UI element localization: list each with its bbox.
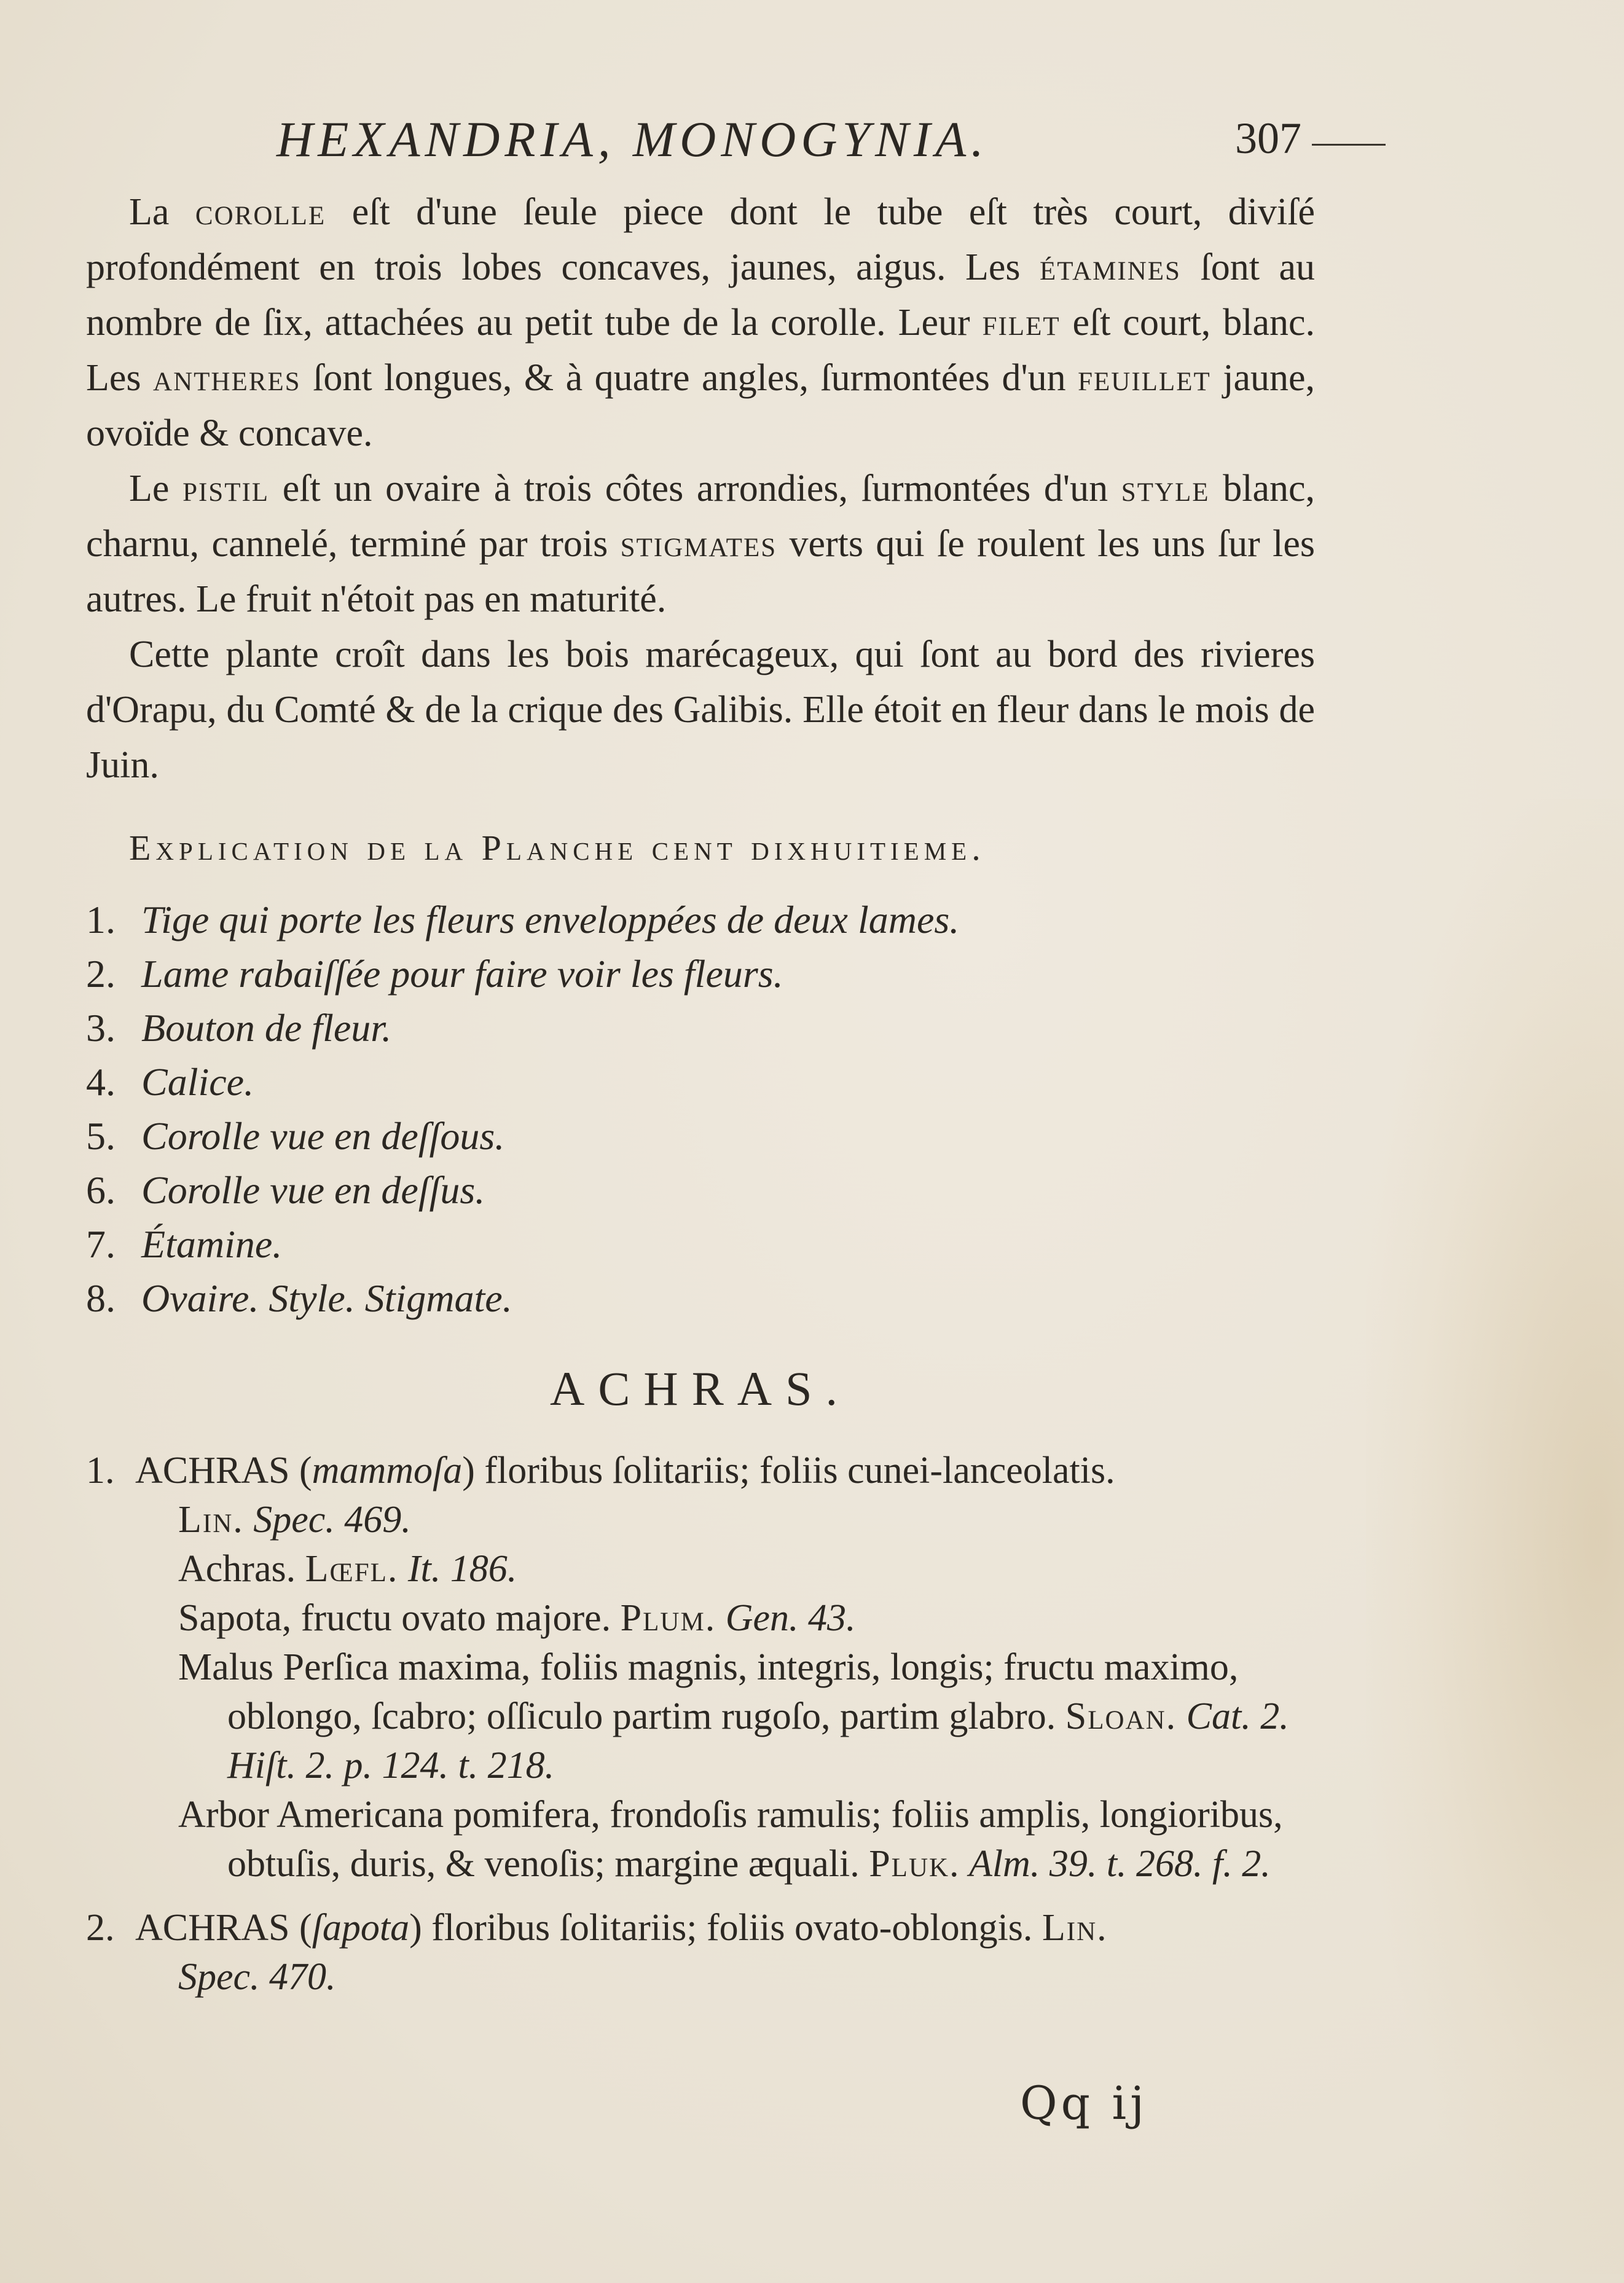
list-item: 8. Ovaire. Style. Stigmate. (86, 1276, 512, 1320)
list-item: 4. Calice. (86, 1060, 254, 1104)
paragraph-corolle: La corolle eſt d'une ſeule piece dont le tube eſt très court, diviſé profondément en trois lobes concaves, jaunes, aigus. Les étamines ſont au nombre de ſix, attachées au petit tube de la corolle. Leur filet eſt court, blanc. Les antheres ſont longues, & à quatre angles, ſurmontées d'un feuillet jaune, ovoïde & concave. (86, 191, 1316, 454)
synonym: Sapota, fructu ovato majore. Plum. Gen. 43. (178, 1597, 856, 1639)
synonym: Achras. Lœfl. It. 186. (178, 1548, 517, 1590)
spacer (86, 1888, 1315, 1903)
page-number: 307 (1235, 114, 1301, 163)
species-entry-1 (86, 1446, 1315, 1888)
paragraph-habitat: Cette plante croît dans les bois marécageux, qui ſont au bord des rivieres d'Orapu, du Comté & de la crique des Galibis. Elle étoit en fleur dans le mois de Juin. (86, 634, 1315, 786)
list-item: 5. Corolle vue en deſſous. (86, 1114, 505, 1158)
plate-heading: Explication de la Planche cent dixhuitieme. (129, 828, 986, 868)
signature-mark: Qq ij (1020, 2077, 1148, 2130)
synonym: Malus Perſica maxima, foliis magnis, integris, longis; fructu maximo, oblongo, ſcabro; oſſiculo partim rugoſo, partim glabro. Sloan. Cat. 2. Hiſt. 2. p. 124. t. 218. (178, 1646, 1289, 1786)
running-head (86, 111, 1315, 184)
species-entry-2 (86, 1903, 1315, 2002)
genus-heading: ACHRAS. (550, 1362, 851, 1415)
plate-list (86, 893, 1315, 1326)
header-rule (1312, 144, 1386, 146)
list-item: 1. Tige qui porte les fleurs enveloppées de deux lames. (86, 898, 960, 941)
list-item: 3. Bouton de fleur. (86, 1006, 392, 1050)
entry-line: 2. ACHRAS (ſapota) floribus ſolitariis; foliis ovato-oblongis. Lin. (86, 1907, 1108, 1949)
entry-reference: Spec. 470. (178, 1956, 336, 1998)
list-item: 6. Corolle vue en deſſus. (86, 1168, 485, 1212)
entry-line: 1. ACHRAS (mammoſa) floribus ſolitariis; foliis cunei-lanceolatis. (86, 1450, 1115, 1491)
paper-stain (1366, 799, 1624, 2274)
entry-reference: Lin. Spec. 469. (178, 1499, 411, 1541)
page-text (86, 111, 1315, 2002)
list-item: 2. Lame rabaiſſée pour faire voir les fleurs. (86, 952, 783, 996)
list-item: 7. Étamine. (86, 1222, 283, 1266)
paragraph-pistil: Le pistil eſt un ovaire à trois côtes arrondies, ſurmontées d'un style blanc, charnu, cannelé, terminé par trois stigmates verts qui ſe roulent les uns ſur les autres. Le fruit n'étoit pas en maturité. (86, 468, 1316, 620)
running-title: HEXANDRIA, MONOGYNIA. (277, 111, 989, 167)
synonym: Arbor Americana pomifera, frondoſis ramulis; foliis amplis, longioribus, obtuſis, duris, & venoſis; margine æquali. Pluk. Alm. 39. t. 268. f. 2. (178, 1794, 1283, 1885)
